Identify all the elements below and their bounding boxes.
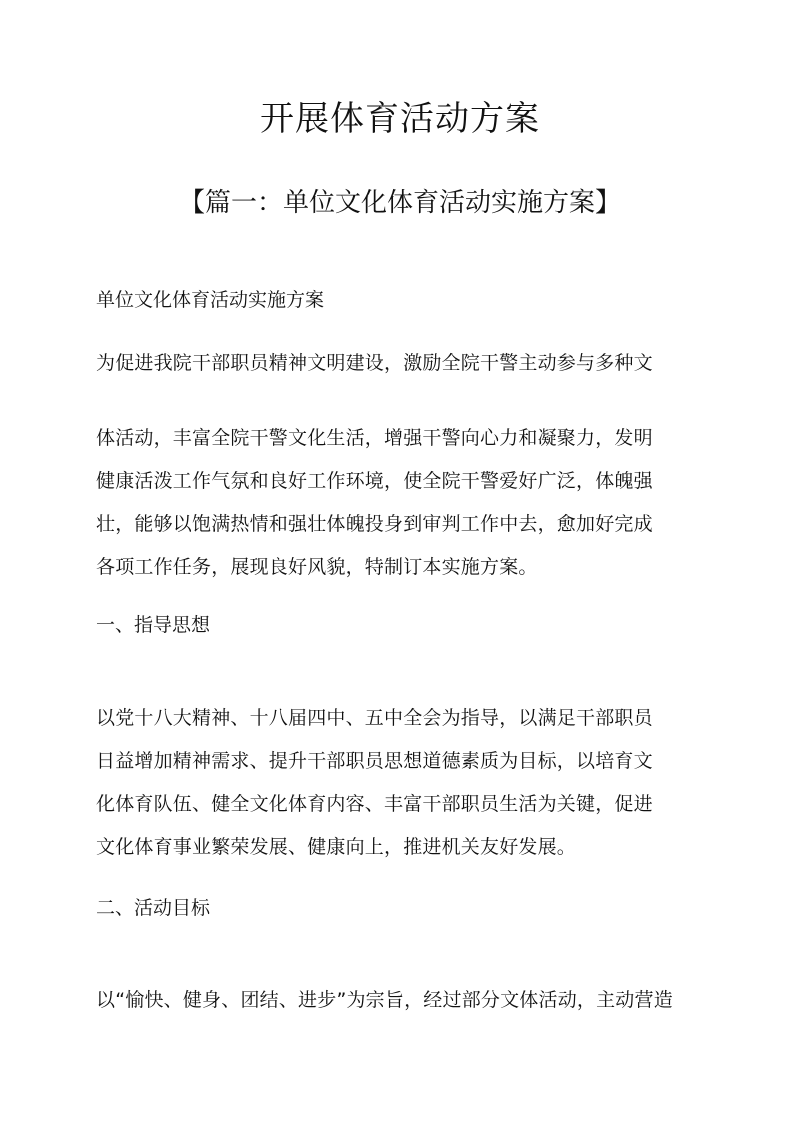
- paragraph-line: 壮，能够以饱满热情和强壮体魄投身到审判工作中去，愈加好完成: [96, 513, 653, 535]
- paragraph-line: 以党十八大精神、十八届四中、五中全会为指导，以满足干部职员: [96, 707, 653, 729]
- document-subtitle: 【篇一：单位文化体育活动实施方案】: [178, 188, 621, 218]
- paragraph-line: 日益增加精神需求、提升干部职员思想道德素质为目标，以培育文: [96, 750, 653, 772]
- paragraph-line: 体活动，丰富全院干警文化生活，增强干警向心力和凝聚力，发明: [96, 427, 653, 449]
- paragraph-line: 文化体育事业繁荣发展、健康向上，推进机关友好发展。: [96, 836, 577, 858]
- paragraph-line: 化体育队伍、健全文化体育内容、丰富干部职员生活为关键，促进: [96, 793, 653, 815]
- paragraph-line: 为促进我院干部职员精神文明建设，激励全院干警主动参与多种文: [96, 352, 653, 374]
- section-heading-guiding-ideology: 一、指导思想: [96, 614, 211, 636]
- document-title: 开展体育活动方案: [260, 99, 540, 139]
- plan-heading: 单位文化体育活动实施方案: [96, 289, 325, 311]
- section-heading-activity-goals: 二、活动目标: [96, 897, 211, 919]
- paragraph-line: 各项工作任务，展现良好风貌，特制订本实施方案。: [96, 556, 538, 578]
- paragraph-line: 健康活泼工作气氛和良好工作环境，使全院干警爱好广泛，体魄强: [96, 470, 653, 492]
- paragraph-line: 以“愉快、健身、团结、进步”为宗旨，经过部分文体活动，主动营造: [96, 989, 673, 1011]
